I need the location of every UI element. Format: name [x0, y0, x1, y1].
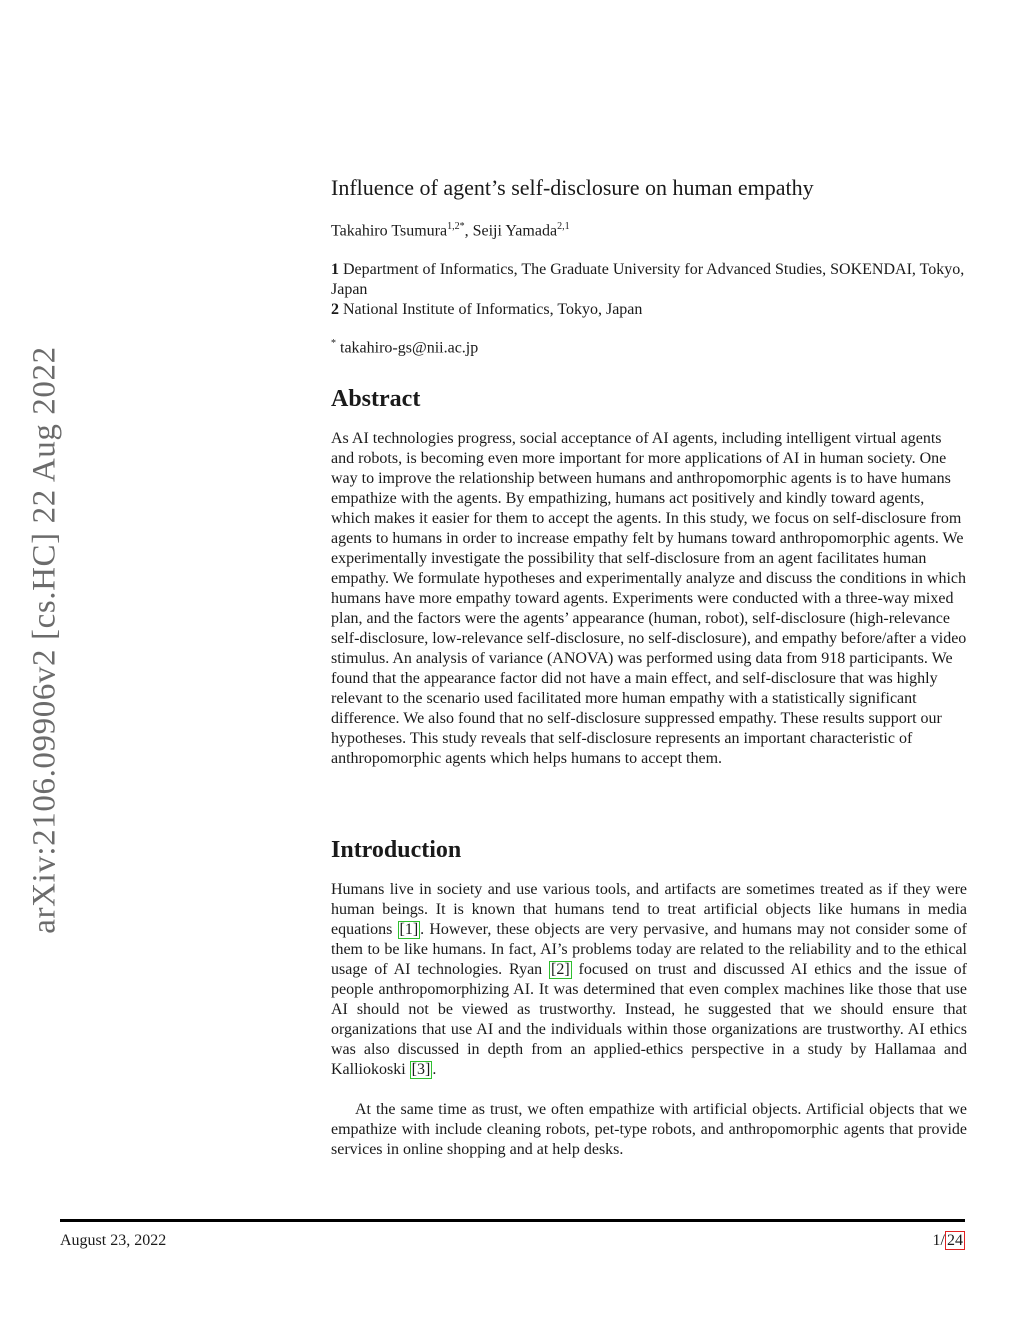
intro-text: focused on trust and discussed AI ethics and the issue of people anthropomorphizing AI. It was determined that even complex machines like those that use AI should not be viewed as trustworthy. Instead, he suggested that we should ensure that organizations that use AI and the individuals within those organizations are trustworthy. AI ethics was also discussed in depth from an applied-ethics perspective in a study by Hallamaa and Kalliokoski: [331, 961, 967, 1078]
intro-text: . However, these objects are very pervasive, and humans may not consider some of them to be like humans. In fact, AI’s problems today are related to the reliability and to the ethical usage of AI technologies. Ryan: [331, 921, 967, 978]
affiliations: [331, 260, 967, 320]
current-page: 1: [932, 1232, 941, 1249]
total-pages-link[interactable]: 24: [947, 1232, 963, 1249]
author-separator: ,: [464, 222, 473, 240]
introduction-heading: Introduction: [331, 837, 462, 863]
page-slash: /: [940, 1232, 945, 1249]
author-name: Seiji Yamada: [472, 222, 558, 240]
email-address[interactable]: takahiro-gs@nii.ac.jp: [340, 339, 479, 357]
introduction-paragraph-2: At the same time as trust, we often empathize with artificial objects. Artificial objects that we empathize with include cleaning robots, pet-type robots, and anthropomorphic agents that provide services in online shopping and at help desks.: [331, 1101, 967, 1158]
author-name: Takahiro Tsumura: [331, 222, 448, 240]
email-mark: *: [331, 338, 336, 349]
author-affil-mark: 1,2*: [447, 221, 465, 232]
citation-link[interactable]: [1]: [399, 921, 419, 938]
intro-text: Humans live in society and use various tools, and artifacts are sometimes treated as if they were human beings. It is known that humans tend to treat artificial objects like humans in media equations: [331, 881, 967, 938]
affiliation-text: National Institute of Informatics, Tokyo, Japan: [343, 301, 643, 318]
abstract-heading: Abstract: [331, 386, 421, 412]
citation-link[interactable]: [3]: [411, 1061, 431, 1078]
author-affil-mark: 2,1: [557, 221, 570, 232]
author-list: [331, 221, 570, 240]
affiliation-text: Department of Informatics, The Graduate University for Advanced Studies, SOKENDAI, Tokyo, Japan: [331, 261, 965, 298]
paper-title: Influence of agent’s self-disclosure on human empathy: [331, 175, 814, 200]
citation-link[interactable]: [2]: [551, 961, 570, 978]
intro-text: .: [432, 1061, 437, 1078]
affiliation-1: [331, 260, 967, 300]
affiliation-number: 2: [331, 301, 339, 318]
page-number: [933, 1232, 965, 1250]
arxiv-stamp: arXiv:2106.09906v2 [cs.HC] 22 Aug 2022: [26, 346, 63, 934]
footer-rule: [60, 1219, 965, 1222]
footer-date: August 23, 2022: [60, 1232, 167, 1249]
introduction-paragraph-1: [331, 880, 967, 1080]
affiliation-2: [331, 300, 967, 320]
affiliation-number: 1: [331, 261, 339, 278]
abstract-body: As AI technologies progress, social acceptance of AI agents, including intelligent virtual agents and robots, is becoming even more important for more applications of AI in human society. One way to improve the relationship between humans and anthropomorphic agents is to have humans empathize with the agents. By empathizing, humans act positively and kindly toward agents, which makes it easier for them to accept the agents. In this study, we focus on self-disclosure from agents to humans in order to increase empathy felt by humans toward anthropomorphic agents. We experimentally investigate the possibility that self-disclosure from an agent facilitates human empathy. We formulate hypotheses and experimentally analyze and discuss the conditions in which humans have more empathy toward agents. Experiments were conducted with a three-way mixed plan, and the factors were the agents’ appearance (human, robot), self-disclosure (high-relevance self-disclosure, low-relevance self-disclosure, no self-disclosure), and empathy before/after a video stimulus. An analysis of variance (ANOVA) was performed using data from 918 participants. We found that the appearance factor did not have a main effect, and self-disclosure that was highly relevant to the scenario used facilitated more human empathy with a statistically significant difference. We also found that no self-disclosure suppressed empathy. These results support our hypotheses. This study reveals that self-disclosure represents an important characteristic of anthropomorphic agents which helps humans to accept them.: [331, 430, 967, 767]
corresponding-email: [331, 338, 478, 357]
